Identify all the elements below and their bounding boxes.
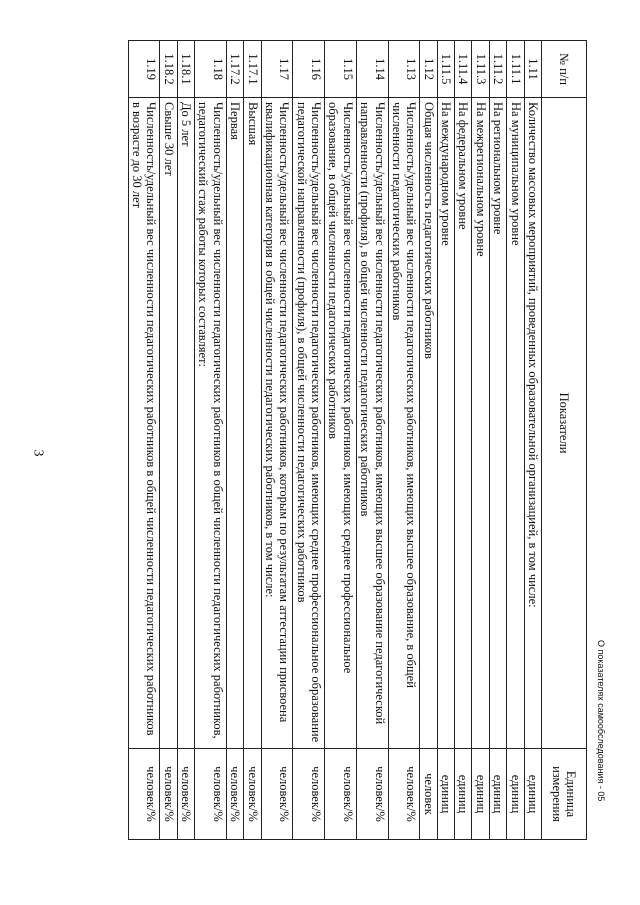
row-number: 1.15 [325,41,357,98]
table-row [244,41,261,840]
row-indicator: На межрегиональном уровне [472,98,489,749]
row-indicator: Количество массовых мероприятий, проведенных образовательной организацией, в том числе: [524,98,541,749]
table-row [524,41,541,840]
table-row [195,41,227,840]
row-number: 1.18.1 [177,41,194,98]
indicators-table [128,40,587,840]
row-unit: человек/% [356,749,388,840]
row-unit: человек/% [293,749,325,840]
row-indicator: До 5 лет [177,98,194,749]
table-header-row [542,41,587,840]
row-indicator: На федеральном уровне [455,98,472,749]
row-unit: человек/% [325,749,357,840]
row-number: 1.17.1 [244,41,261,98]
row-number: 1.17.2 [226,41,243,98]
row-indicator: Численность/удельный вес численности педагогических работников, имеющих среднее профессиональное образование, в общей численности педагогических работников [325,98,357,749]
row-indicator: Численность/удельный вес численности педагогических работников, которым по результатам аттестации присвоена квалификационная категория в общей численности педагогических работников, в том числе: [261,98,293,749]
row-number: 1.11.2 [489,41,506,98]
row-unit: единиц [524,749,541,840]
table-row [507,41,524,840]
page-number: 3 [30,449,46,457]
table-row [261,41,293,840]
row-number: 1.18.2 [160,41,177,98]
row-unit: единиц [472,749,489,840]
row-indicator: Общая численность педагогических работников [420,98,437,749]
table-row [388,41,420,840]
row-number: 1.11 [524,41,541,98]
row-unit: человек/% [177,749,194,840]
row-number: 1.11.5 [437,41,454,98]
table-row [177,41,194,840]
row-indicator: Свыше 30 лет [160,98,177,749]
header-unit: Единица измерения [542,749,587,840]
row-number: 1.16 [293,41,325,98]
row-indicator: Численность/удельный вес численности педагогических работников, имеющих высшее образование педагогической направленности (профиля), в общей численности педагогических работников [356,98,388,749]
row-unit: человек/% [160,749,177,840]
row-indicator: Численность/удельный вес численности педагогических работников в общей численности педагогических работников, педагогический стаж работы которых составляет: [195,98,227,749]
row-unit: единиц [455,749,472,840]
row-unit: человек/% [244,749,261,840]
table-row [293,41,325,840]
row-unit: единиц [437,749,454,840]
table-row [356,41,388,840]
table-row [472,41,489,840]
table-row [160,41,177,840]
table-row [128,41,160,840]
header-indicator: Показатели [542,98,587,749]
row-number: 1.14 [356,41,388,98]
row-number: 1.13 [388,41,420,98]
row-number: 1.11.1 [507,41,524,98]
row-unit: единиц [507,749,524,840]
row-unit: человек/% [195,749,227,840]
footer-text: О показателях самообследования - 05 [596,640,606,802]
row-number: 1.19 [128,41,160,98]
row-number: 1.17 [261,41,293,98]
header-number: № п/п [542,41,587,98]
row-unit: человек/% [128,749,160,840]
row-number: 1.11.4 [455,41,472,98]
table-row [455,41,472,840]
row-number: 1.11.3 [472,41,489,98]
row-indicator: Высшая [244,98,261,749]
indicators-table-wrap [67,40,587,840]
row-number: 1.12 [420,41,437,98]
table-row [489,41,506,840]
row-indicator: На региональном уровне [489,98,506,749]
table-row [325,41,357,840]
table-row [437,41,454,840]
row-indicator: Численность/удельный вес численности педагогических работников в общей численности педагогических работников в возрасте до 30 лет [128,98,160,749]
table-row [226,41,243,840]
row-indicator: Первая [226,98,243,749]
row-indicator: Численность/удельный вес численности педагогических работников, имеющих высшее образование, в общей численности педагогических работников [388,98,420,749]
row-unit: человек [420,749,437,840]
row-unit: человек/% [388,749,420,840]
row-unit: единиц [489,749,506,840]
row-indicator: Численность/удельный вес численности педагогических работников, имеющих среднее профессиональное образование педагогической направленности (профиля), в общей численности педагогических работников [293,98,325,749]
row-indicator: На муниципальном уровне [507,98,524,749]
table-row [420,41,437,840]
row-unit: человек/% [226,749,243,840]
row-number: 1.18 [195,41,227,98]
row-indicator: На международном уровне [437,98,454,749]
footer-note [596,640,616,850]
row-unit: человек/% [261,749,293,840]
table-body [128,41,541,840]
